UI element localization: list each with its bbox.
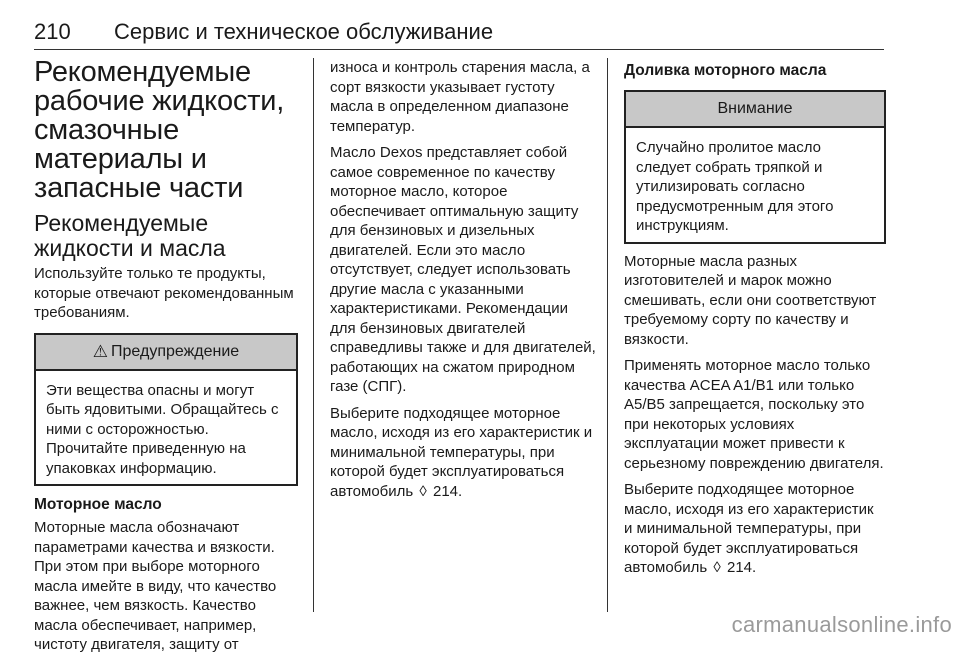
paragraph: износа и контроль старения масла, а сорт вязкости указывает густоту масла в определенном диапазоне температур. xyxy=(330,59,590,135)
mixing-paragraph: Моторные масла разных изготовителей и марок можно смешивать, если они соответствуют требуемому сорту по качеству и вязкости. xyxy=(624,252,877,348)
column-divider xyxy=(607,58,608,612)
sub-heading: Рекомендуемые жидкости и масла xyxy=(34,210,226,261)
acea-paragraph: Применять моторное масло только качества ACEA A1/B1 или только A5/B5 запрещается, поскольку это при некоторых условиях эксплуатации может привести к серьезному повреждению двигателя. xyxy=(624,357,884,472)
page-ref-arrow-icon: ◊ xyxy=(419,482,427,500)
page-number: 210 xyxy=(34,19,71,44)
running-title: Сервис и техническое обслуживание xyxy=(114,19,494,44)
selection-text: Выберите подходящее моторное масло, исходя из его характеристик и минимальной температуры, при которой будет эксплуатироваться автомобиль xyxy=(330,404,593,500)
warning-box-body xyxy=(36,371,296,485)
page-header xyxy=(34,19,884,51)
warning-text: Эти вещества опасны и могут быть ядовитыми. Обращайтесь с ними с осторожностью. Прочитайте приведенную на упаковках информацию. xyxy=(46,381,279,477)
notice-text: Случайно пролитое масло следует собрать тряпкой и утилизировать согласно предусмотренным для этого инструкциям. xyxy=(636,139,834,234)
column-left xyxy=(34,58,298,662)
page-ref-arrow-icon: ◊ xyxy=(713,559,721,576)
column-middle xyxy=(330,58,596,508)
warning-triangle-icon: ⚠ xyxy=(92,341,109,361)
intro-paragraph: Используйте только те продукты, которые отвечают рекомендованным требованиям. xyxy=(34,265,294,321)
selection-paragraph xyxy=(624,480,886,578)
main-heading: Рекомендуемые рабочие жидкости, смазочные материалы и запасные части xyxy=(34,56,285,204)
notice-box-body xyxy=(626,128,884,242)
selection-text: Выберите подходящее моторное масло, исходя из его характеристик и минимальной температуры, при которой будет эксплуатироваться автомобиль xyxy=(624,481,874,576)
notice-box-header xyxy=(626,92,884,128)
section-heading-oil-topup: Доливка моторного масла xyxy=(624,62,827,79)
warning-title: Предупреждение xyxy=(111,342,240,360)
page-reference-link[interactable]: 214. xyxy=(432,482,463,500)
header-rule xyxy=(34,49,884,50)
watermark: carmanualsonline.info xyxy=(731,612,952,637)
column-divider xyxy=(313,58,314,612)
section-heading-engine-oil: Моторное масло xyxy=(34,496,162,513)
selection-paragraph xyxy=(330,404,596,502)
page-reference-link[interactable]: 214. xyxy=(726,559,757,576)
notice-box xyxy=(624,90,886,244)
dexos-paragraph: Масло Dexos представляет собой самое современное по качеству моторное масло, которое обеспечивает оптимальную защиту для бензиновых и дизельных двигателей. Если это масло отсутствует, следует использовать другие масла с указанными характеристиками. Рекомендации для бензиновых двигателей справедливы также и для двигателей, работающих на сжатом природном газе (СПГ). xyxy=(330,144,596,395)
engine-oil-paragraph: Моторные масла обозначают параметрами качества и вязкости. При этом при выборе моторного масла имейте в виду, что качество важнее, чем вязкость. Качество масла обеспечивает, например, чистоту двигателя, защиту от xyxy=(34,519,277,653)
warning-box xyxy=(34,333,298,487)
warning-box-header xyxy=(36,335,296,371)
notice-title: Внимание xyxy=(717,100,793,117)
column-right xyxy=(624,58,886,585)
